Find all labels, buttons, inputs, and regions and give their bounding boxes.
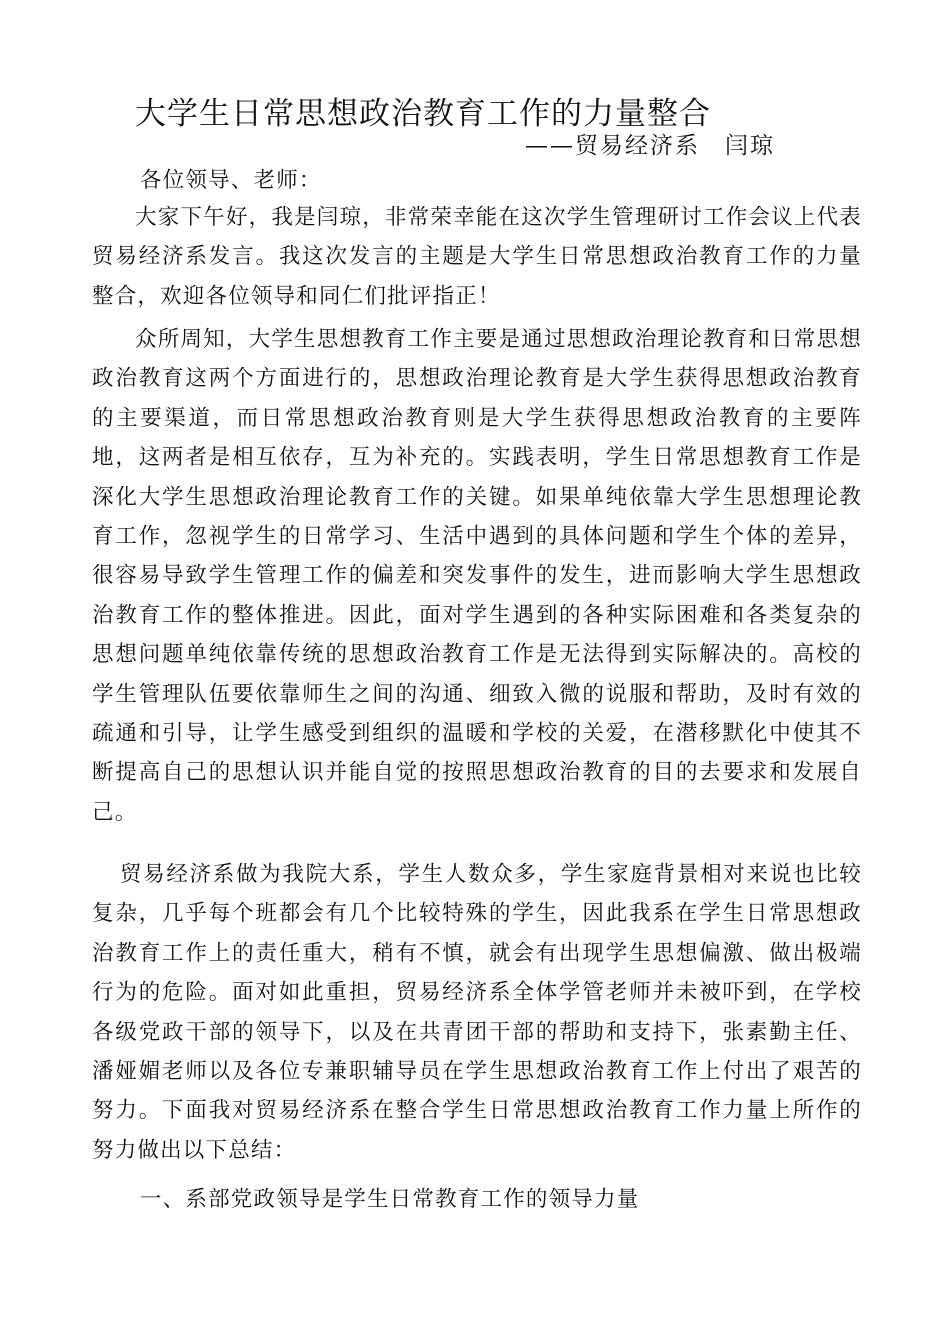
author-byline: ——贸易经济系 闫琼 [525, 133, 775, 159]
document-title: 大学生日常思想政治教育工作的力量整合 [135, 96, 711, 132]
paragraph-opening: 大家下午好，我是闫琼，非常荣幸能在这次学生管理研讨工作会议上代表贸易经济系发言。我这次发言的主题是大学生日常思想政治教育工作的力量整合，欢迎各位领导和同仁们批评指正！ [92, 205, 862, 309]
paragraph-department: 贸易经济系做为我院大系，学生人数众多，学生家庭背景相对来说也比较复杂，几乎每个班都会有几个比较特殊的学生，因此我系在学生日常思想政治教育工作上的责任重大，稍有不慎，就会有出现学生思想偏激、做出极端行为的危险。面对如此重担，贸易经济系全体学管老师并未被吓到，在学校各级党政干部的领导下，以及在共青团干部的帮助和支持下，张素勤主任、潘娅媚老师以及各位专兼职辅导员在学生思想政治教育工作上付出了艰苦的努力。下面我对贸易经济系在整合学生日常思想政治教育工作力量上所作的努力做出以下总结： [92, 862, 862, 1163]
salutation: 各位领导、老师： [140, 168, 322, 193]
paragraph-context: 众所周知，大学生思想教育工作主要是通过思想政治理论教育和日常思想政治教育这两个方面进行的，思想政治理论教育是大学生获得思想政治教育的主要渠道，而日常思想政治教育则是大学生获得思想政治教育的主要阵地，这两者是相互依存，互为补充的。实践表明，学生日常思想教育工作是深化大学生思想政治理论教育工作的关键。如果单纯依靠大学生思想理论教育工作，忽视学生的日常学习、生活中遇到的具体问题和学生个体的差异，很容易导致学生管理工作的偏差和突发事件的发生，进而影响大学生思想政治教育工作的整体推进。因此，面对学生遇到的各种实际困难和各类复杂的思想问题单纯依靠传统的思想政治教育工作是无法得到实际解决的。高校的学生管理队伍要依靠师生之间的沟通、细致入微的说服和帮助，及时有效的疏通和引导，让学生感受到组织的温暖和学校的关爱，在潜移默化中使其不断提高自己的思想认识并能自觉的按照思想政治教育的目的去要求和发展自己。 [92, 327, 862, 825]
section-heading-1: 一、系部党政领导是学生日常教育工作的领导力量 [140, 1187, 640, 1212]
